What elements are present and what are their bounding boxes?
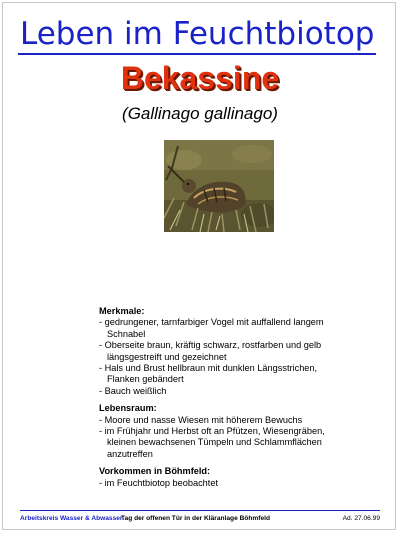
footer-rule bbox=[20, 510, 380, 511]
footer-date: Ad. 27.06.99 bbox=[342, 515, 380, 522]
list-item: - im Feuchtbiotop beobachtet bbox=[99, 478, 339, 489]
list-item: - gedrungener, tarnfarbiger Vogel mit auffallend langem Schnabel bbox=[99, 317, 339, 340]
section-heading-vorkommen: Vorkommen in Böhmfeld: bbox=[99, 466, 211, 477]
merkmale-list bbox=[99, 317, 339, 397]
section-heading-lebensraum: Lebensraum: bbox=[99, 403, 157, 414]
footer-organization: Arbeitskreis Wasser & Abwasser bbox=[20, 515, 123, 522]
species-latin-name: (Gallinago gallinago) bbox=[122, 104, 278, 123]
lebensraum-list bbox=[99, 415, 339, 461]
list-item: - im Frühjahr und Herbst oft an Pfützen, Wiesengräben, kleinen bewachsenen Tümpeln und Schlammflächen anzutreffen bbox=[99, 426, 339, 460]
list-item: - Oberseite braun, kräftig schwarz, rostfarben und gelb längsgestreift und gezeichnet bbox=[99, 340, 339, 363]
content-body bbox=[99, 306, 339, 489]
list-item: - Bauch weißlich bbox=[99, 386, 339, 397]
snipe-photo bbox=[164, 140, 274, 232]
list-item: - Hals und Brust hellbraun mit dunklen Längsstrichen, Flanken gebändert bbox=[99, 363, 339, 386]
list-item: - Moore und nasse Wiesen mit höherem Bewuchs bbox=[99, 415, 339, 426]
header-rule bbox=[18, 53, 376, 55]
vorkommen-list bbox=[99, 478, 339, 489]
species-name: Bekassine bbox=[120, 60, 280, 96]
footer-event: Tag der offenen Tür in der Kläranlage Böhmfeld bbox=[121, 515, 270, 522]
header-title: Leben im Feuchtbiotop bbox=[20, 16, 375, 52]
section-heading-merkmale: Merkmale: bbox=[99, 306, 145, 316]
